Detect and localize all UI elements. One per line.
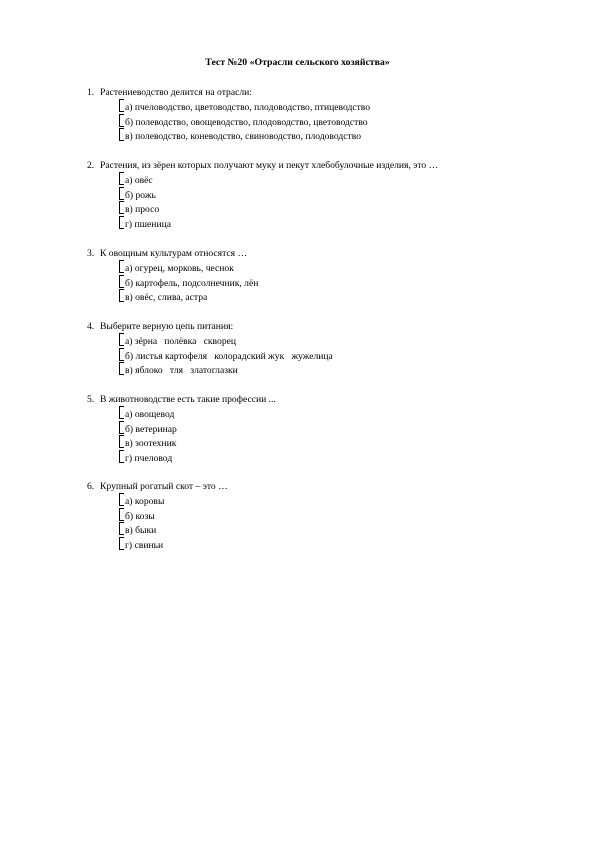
answer-label: б) козы — [125, 510, 155, 522]
question-number: 4. — [87, 321, 95, 332]
answer-label: г) пчеловод — [125, 452, 173, 464]
answer-option[interactable] — [119, 333, 557, 348]
answer-label: в) яблоко тля златоглазки — [125, 365, 238, 376]
checkbox-icon[interactable] — [119, 348, 124, 361]
answer-option[interactable] — [119, 348, 557, 363]
answer-label: в) полеводство, коневодство, свиноводство, плодоводство — [125, 131, 362, 142]
answer-label: в) просо — [125, 204, 160, 215]
question-4 — [87, 320, 557, 377]
checkbox-icon[interactable] — [119, 114, 124, 127]
checkbox-icon[interactable] — [119, 187, 124, 200]
question-1 — [87, 86, 557, 143]
answer-label: а) коровы — [125, 496, 165, 507]
checkbox-icon[interactable] — [119, 406, 124, 419]
checkbox-icon[interactable] — [119, 362, 124, 375]
answer-label: а) зёрна полёвка скворец — [125, 336, 237, 347]
checkbox-icon[interactable] — [119, 128, 124, 141]
answer-option[interactable] — [119, 450, 557, 465]
answer-options — [119, 493, 557, 551]
answer-options — [119, 260, 557, 304]
question-text: Выберите верную цепь питания: — [100, 321, 234, 332]
question-heading — [87, 86, 557, 99]
answer-option[interactable] — [119, 289, 557, 304]
answer-options — [119, 99, 557, 143]
answer-label: в) овёс, слива, астра — [125, 292, 208, 303]
question-heading — [87, 320, 557, 333]
question-heading — [87, 247, 557, 260]
question-number: 3. — [87, 248, 95, 259]
question-number: 5. — [87, 394, 95, 405]
question-number: 2. — [87, 160, 95, 171]
checkbox-icon[interactable] — [119, 99, 124, 112]
question-number: 6. — [87, 481, 95, 492]
answer-option[interactable] — [119, 406, 557, 421]
checkbox-icon[interactable] — [119, 201, 124, 214]
question-5 — [87, 393, 557, 464]
question-text: Растения, из зёрен которых получают муку и пекут хлебобулочные изделия, это … — [100, 160, 439, 171]
question-heading — [87, 480, 557, 493]
answer-label: б) рожь — [125, 189, 156, 201]
checkbox-icon[interactable] — [119, 421, 124, 434]
answer-label: б) картофель, подсолнечник, лён — [125, 277, 259, 289]
question-3 — [87, 247, 557, 304]
answer-options — [119, 333, 557, 377]
checkbox-icon[interactable] — [119, 537, 124, 550]
answer-option[interactable] — [119, 537, 557, 552]
answer-option[interactable] — [119, 260, 557, 275]
checkbox-icon[interactable] — [119, 275, 124, 288]
checkbox-icon[interactable] — [119, 450, 124, 463]
answer-option[interactable] — [119, 114, 557, 129]
answer-option[interactable] — [119, 435, 557, 450]
answer-option[interactable] — [119, 172, 557, 187]
answer-label: а) овёс — [125, 175, 153, 186]
checkbox-icon[interactable] — [119, 522, 124, 535]
answer-label: в) зоотехник — [125, 438, 177, 449]
answer-option[interactable] — [119, 508, 557, 523]
answer-option[interactable] — [119, 275, 557, 290]
answer-option[interactable] — [119, 421, 557, 436]
question-text: К овощным культурам относятся … — [100, 248, 248, 259]
checkbox-icon[interactable] — [119, 435, 124, 448]
answer-label: г) свиньи — [125, 539, 164, 551]
question-heading — [87, 159, 557, 172]
question-text: Растениеводство делится на отрасли: — [100, 87, 252, 98]
answer-label: а) овощевод — [125, 409, 175, 420]
answer-option[interactable] — [119, 216, 557, 231]
answer-option[interactable] — [119, 362, 557, 377]
answer-label: а) пчеловодство, цветоводство, плодоводство, птицеводство — [125, 102, 371, 113]
question-heading — [87, 393, 557, 406]
answer-label: г) пшеница — [125, 218, 171, 230]
checkbox-icon[interactable] — [119, 508, 124, 521]
answer-option[interactable] — [119, 99, 557, 114]
answer-label: в) быки — [125, 525, 157, 536]
answer-label: а) огурец, морковь, чеснок — [125, 263, 234, 274]
answer-option[interactable] — [119, 522, 557, 537]
answer-option[interactable] — [119, 128, 557, 143]
answer-options — [119, 406, 557, 464]
checkbox-icon[interactable] — [119, 333, 124, 346]
page-title: Тест №20 «Отрасли сельского хозяйства» — [205, 57, 390, 68]
answer-label: б) листья картофеля колорадский жук жужелица — [125, 350, 333, 362]
answer-option[interactable] — [119, 493, 557, 508]
answer-label: б) ветеринар — [125, 423, 177, 435]
question-2 — [87, 159, 557, 230]
answer-option[interactable] — [119, 201, 557, 216]
question-number: 1. — [87, 87, 95, 98]
checkbox-icon[interactable] — [119, 216, 124, 229]
answer-options — [119, 172, 557, 230]
answer-option[interactable] — [119, 187, 557, 202]
question-text: Крупный рогатый скот – это … — [100, 481, 228, 492]
question-text: В животноводстве есть такие профессии ... — [100, 394, 276, 405]
answer-label: б) полеводство, овощеводство, плодоводство, цветоводство — [125, 116, 368, 128]
checkbox-icon[interactable] — [119, 260, 124, 273]
checkbox-icon[interactable] — [119, 493, 124, 506]
checkbox-icon[interactable] — [119, 172, 124, 185]
question-6 — [87, 480, 557, 551]
checkbox-icon[interactable] — [119, 289, 124, 302]
